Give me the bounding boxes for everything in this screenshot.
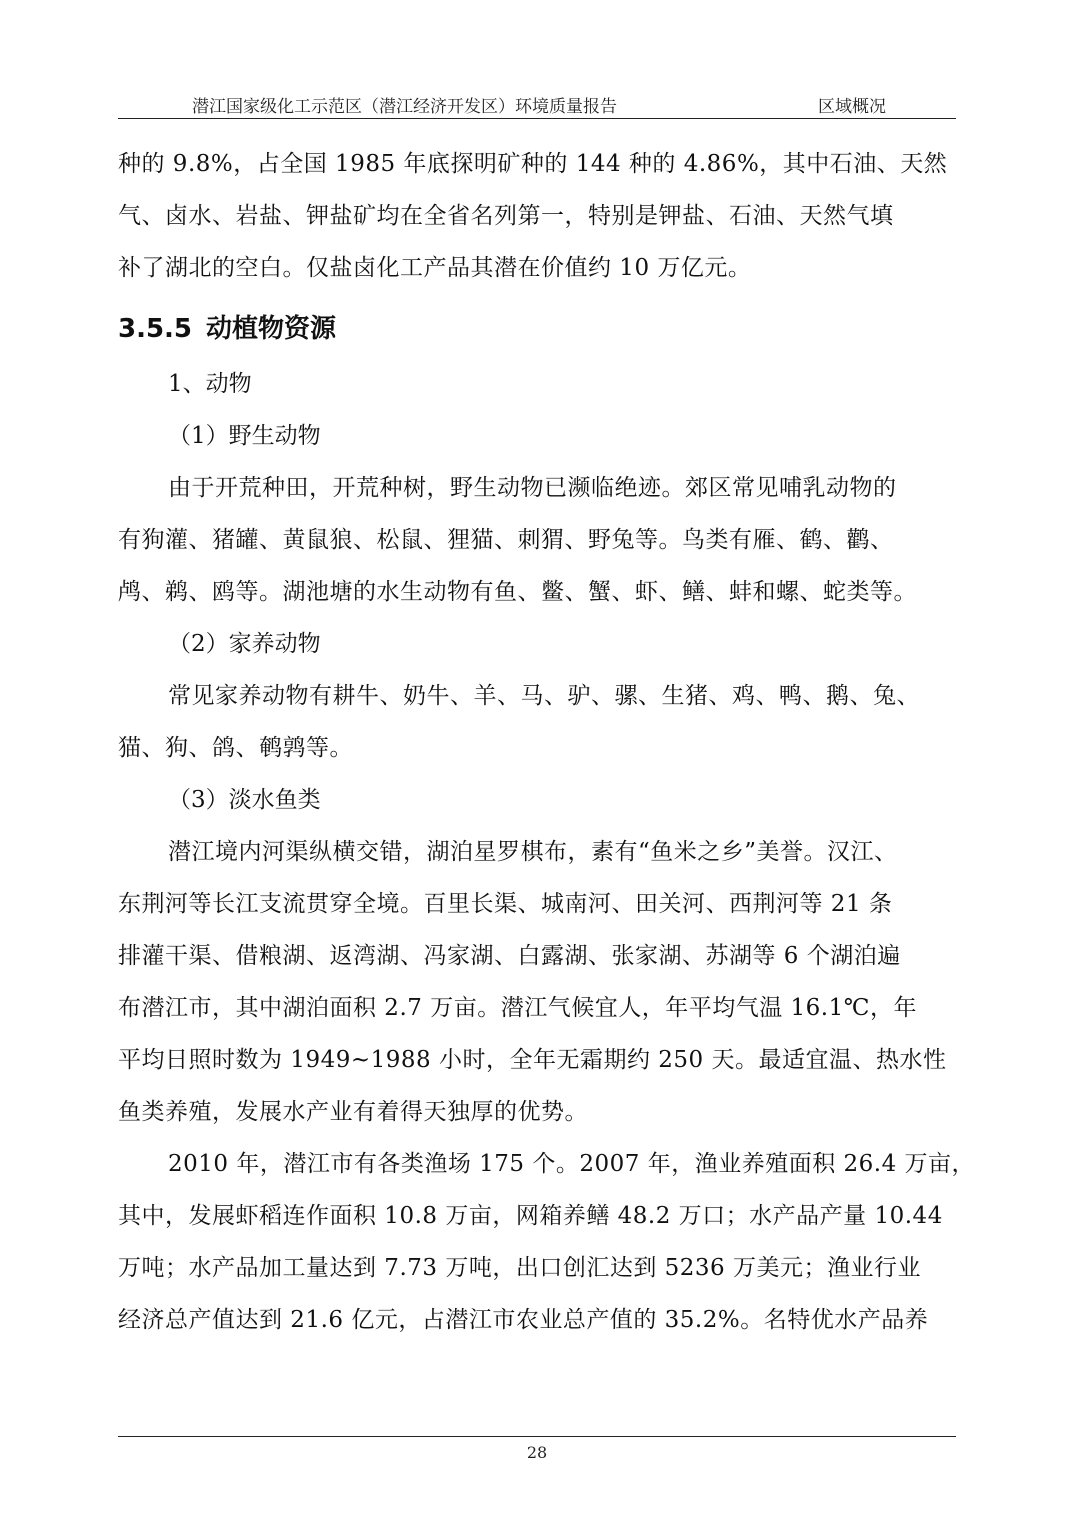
text-line: 猫、狗、鸽、鹌鹑等。 (118, 735, 353, 761)
text-line: 鸬、鹈、鸥等。湖池塘的水生动物有鱼、鳖、蟹、虾、鳝、蚌和螺、蛇类等。 (118, 579, 917, 605)
wild-animals-paragraph (118, 462, 956, 618)
page-number: 28 (526, 1443, 548, 1462)
section-heading (118, 306, 956, 352)
text-line: 种的 9.8%，占全国 1985 年底探明矿种的 144 种的 4.86%，其中石油、天然 (118, 151, 948, 177)
section-number: 3.5.5 (118, 314, 193, 344)
header-section: 区域概况 (818, 97, 886, 117)
section-title: 动植物资源 (206, 314, 337, 344)
intro-paragraph (118, 138, 956, 294)
freshwater-fish-paragraph (118, 826, 956, 1138)
text-line: 常见家养动物有耕牛、奶牛、羊、马、驴、骡、生猪、鸡、鸭、鹅、兔、 (168, 683, 920, 709)
page-body (118, 138, 976, 1346)
text-line: 气、卤水、岩盐、钾盐矿均在全省名列第一，特别是钾盐、石油、天然气填 (118, 203, 894, 229)
text-line: 其中，发展虾稻连作面积 10.8 万亩，网箱养鳝 48.2 万口；水产品产量 10.44 (118, 1203, 943, 1229)
freshwater-fish-label: （3）淡水鱼类 (168, 787, 321, 813)
page-header (118, 88, 956, 119)
text-line: 潜江境内河渠纵横交错，湖泊星罗棋布，素有“鱼米之乡”美誉。汉江、 (168, 839, 898, 865)
text-line: 东荆河等长江支流贯穿全境。百里长渠、城南河、田关河、西荆河等 21 条 (118, 891, 893, 917)
text-line: 布潜江市，其中湖泊面积 2.7 万亩。潜江气候宜人，年平均气温 16.1℃，年 (118, 995, 917, 1021)
animals-label: 1、动物 (168, 371, 252, 397)
text-line: 排灌干渠、借粮湖、返湾湖、冯家湖、白露湖、张家湖、苏湖等 6 个湖泊遍 (118, 943, 901, 969)
text-line: 有狗灌、猪罐、黄鼠狼、松鼠、狸猫、刺猬、野兔等。鸟类有雁、鹤、鹳、 (118, 527, 894, 553)
text-line: 平均日照时数为 1949~1988 小时，全年无霜期约 250 天。最适宜温、热水性 (118, 1047, 947, 1073)
text-line: 补了湖北的空白。仅盐卤化工产品其潜在价值约 10 万亿元。 (118, 255, 752, 281)
domestic-animals-label: （2）家养动物 (168, 631, 321, 657)
wild-animals-label: （1）野生动物 (168, 423, 321, 449)
domestic-animals-paragraph (118, 670, 956, 774)
text-line: 万吨；水产品加工量达到 7.73 万吨，出口创汇达到 5236 万美元；渔业行业 (118, 1255, 921, 1281)
footer-divider (118, 1436, 956, 1437)
text-line: 由于开荒种田，开荒种树，野生动物已濒临绝迹。郊区常见哺乳动物的 (168, 475, 897, 501)
text-line: 经济总产值达到 21.6 亿元，占潜江市农业总产值的 35.2%。名特优水产品养 (118, 1307, 929, 1333)
fishery-paragraph (118, 1138, 976, 1346)
header-title: 潜江国家级化工示范区（潜江经济开发区）环境质量报告 (192, 97, 617, 117)
text-line: 鱼类养殖，发展水产业有着得天独厚的优势。 (118, 1099, 588, 1125)
text-line: 2010 年，潜江市有各类渔场 175 个。2007 年，渔业养殖面积 26.4 万亩， (168, 1151, 976, 1177)
